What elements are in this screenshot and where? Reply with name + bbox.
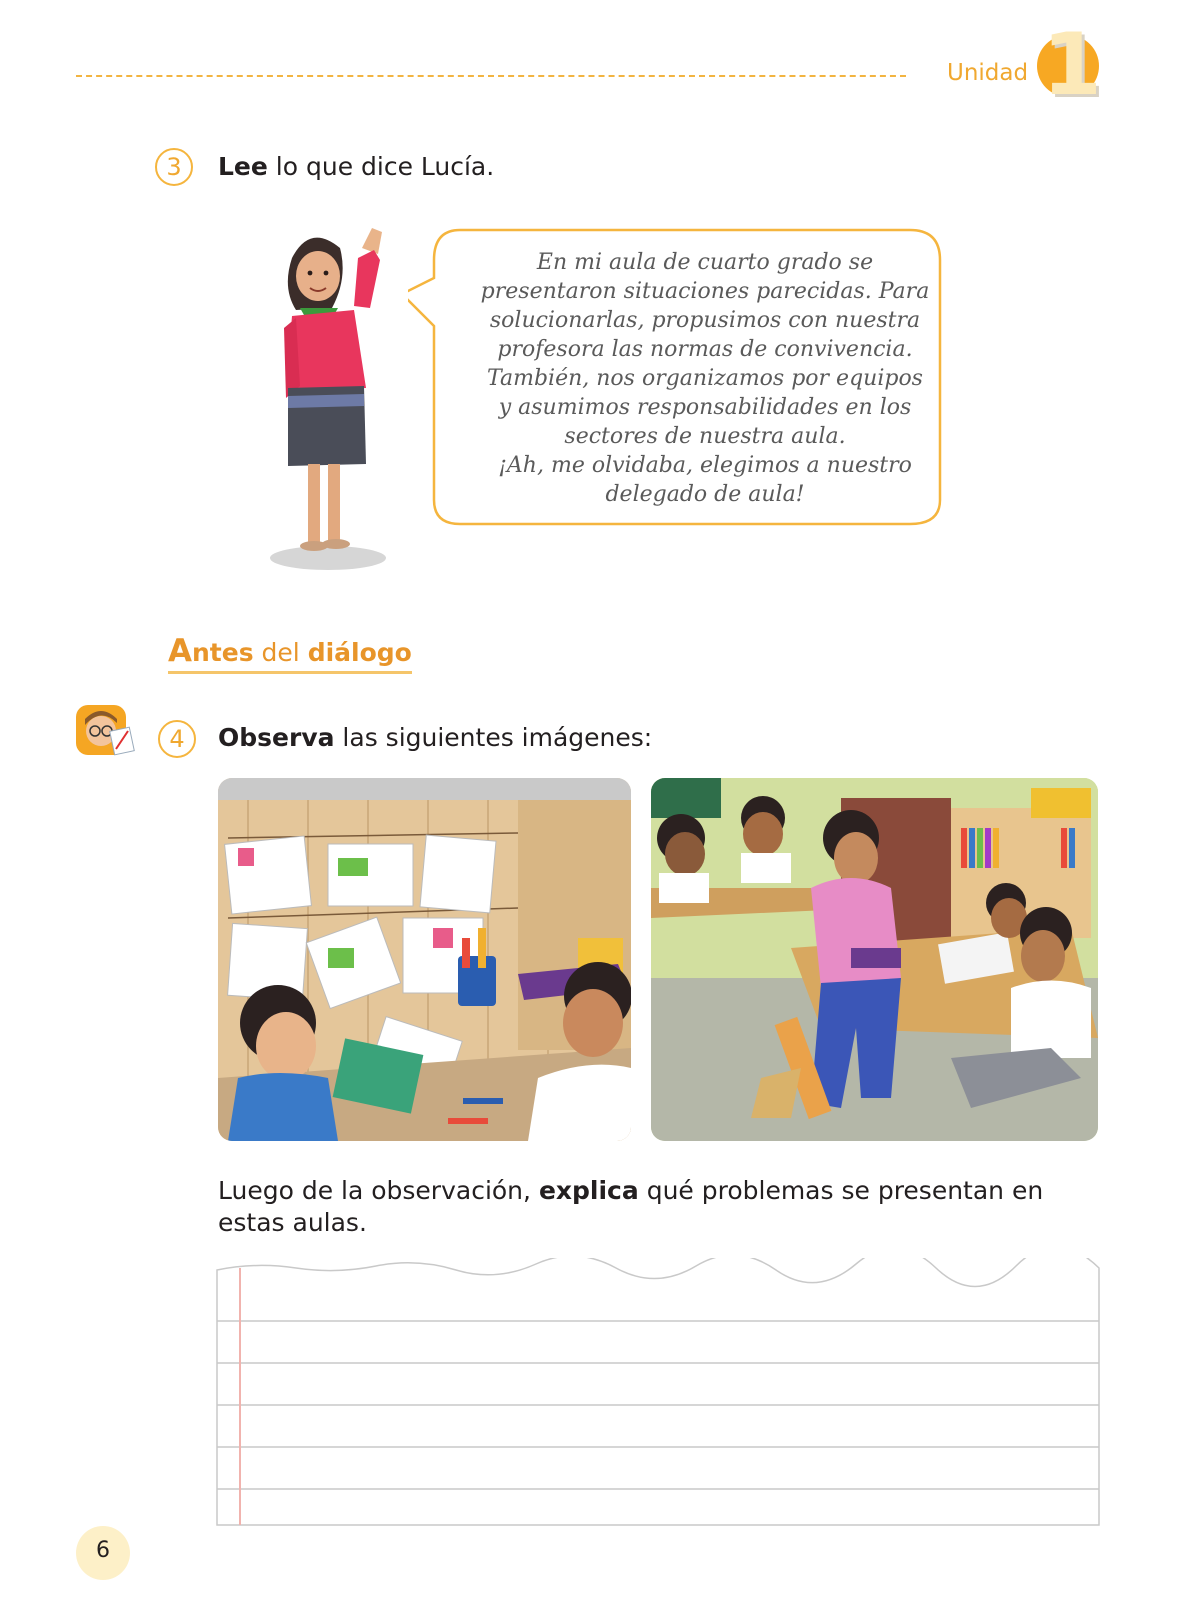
step-4-instruction [218,723,652,752]
teacher-notebook-icon [74,703,136,759]
step-3-verb: Lee [218,152,268,181]
answer-notebook-lines[interactable] [216,1258,1100,1526]
section-title-word2: del [253,638,308,667]
speech-line: ¡Ah, me olvidaba, elegimos a nuestro [498,453,912,478]
speech-line: presentaron situaciones parecidas. Para [480,279,930,304]
speech-line: delegado de aula! [605,482,805,507]
speech-line: También, nos organizamos por equipos [487,366,923,391]
section-title [168,633,412,674]
step-4-verb: Observa [218,723,335,752]
classroom-scene-2-image [651,778,1098,1141]
unit-label: Unidad [947,60,1029,86]
step-3-text: lo que dice Lucía. [267,152,495,181]
explain-text-pre: Luego de la observación, [218,1176,539,1205]
speech-line: En mi aula de cuarto grado se [536,250,874,275]
explain-text-post: qué problemas se presentan en estas aulas. [218,1176,1044,1237]
speech-line: y asumimos responsabilidades en los [498,395,912,420]
step-4-number: 4 [158,720,196,758]
section-title-first-letter: A [168,633,192,669]
header-dashed-line [76,75,906,77]
girl-lucia-illustration [270,218,405,578]
speech-line: solucionarlas, propusimos con nuestra [489,308,921,333]
speech-line: sectores de nuestra aula. [564,424,846,449]
explain-verb: explica [538,1176,639,1205]
section-title-word3: diálogo [307,638,412,667]
explain-instruction [218,1175,1098,1239]
speech-line: profesora las normas de convivencia. [497,337,913,362]
section-title-word1: ntes [192,638,254,667]
unit-number: 1 [1042,15,1102,115]
step-3-instruction [218,152,494,181]
step-4-text: las siguientes imágenes: [334,723,653,752]
page-number: 6 [96,1538,110,1563]
speech-bubble-text [470,248,940,509]
classroom-scene-1-image [218,778,631,1141]
step-3-number: 3 [155,148,193,186]
